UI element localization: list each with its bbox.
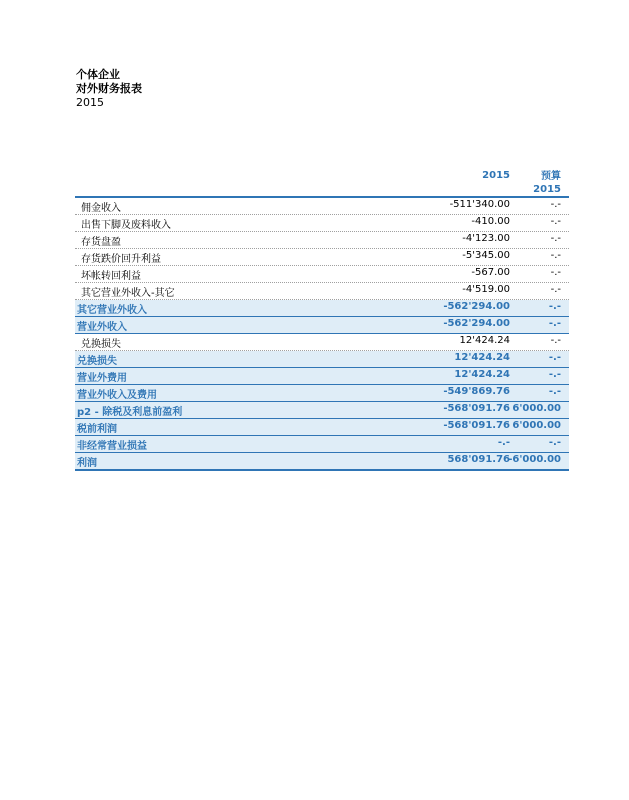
table-row	[75, 232, 569, 249]
value-budget: 6'000.00	[512, 403, 561, 414]
row-label: p2 - 除税及利息前盈利	[77, 407, 183, 418]
row-label: 非经常营业损益	[77, 441, 147, 452]
value-2015: 568'091.76	[447, 454, 510, 465]
value-2015: -5'345.00	[462, 250, 510, 261]
subtotal-row	[75, 385, 569, 402]
row-label: 利润	[77, 458, 97, 469]
subtotal-row	[75, 317, 569, 334]
report-header	[76, 68, 142, 110]
value-budget: -.-	[550, 233, 561, 244]
value-budget: -.-	[548, 386, 561, 397]
value-2015: -568'091.76	[443, 420, 510, 431]
column-headers	[75, 168, 569, 196]
value-2015: -562'294.00	[443, 318, 510, 329]
table-row	[75, 334, 569, 351]
value-budget: -.-	[548, 318, 561, 329]
value-2015: -568'091.76	[443, 403, 510, 414]
row-label: 佣金收入	[81, 203, 121, 214]
value-2015: -4'123.00	[462, 233, 510, 244]
table-row	[75, 266, 569, 283]
table-row	[75, 215, 569, 232]
value-2015: -4'519.00	[462, 284, 510, 295]
budget-label: 预算	[541, 171, 561, 182]
value-2015: -410.00	[471, 216, 510, 227]
value-budget: -.-	[550, 216, 561, 227]
subtotal-row	[75, 368, 569, 385]
report-year: 2015	[76, 96, 104, 109]
row-label: 其它营业外收入	[77, 305, 147, 316]
budget-year: 2015	[533, 184, 561, 195]
value-2015: 12'424.24	[459, 335, 510, 346]
value-budget: -6'000.00	[508, 454, 561, 465]
company-name: 个体企业	[76, 68, 120, 81]
column-header-budget	[533, 170, 561, 196]
value-2015: -567.00	[471, 267, 510, 278]
table-row	[75, 249, 569, 266]
subtotal-row	[75, 453, 569, 471]
value-2015: -511'340.00	[449, 199, 510, 210]
value-2015: 12'424.24	[454, 369, 510, 380]
value-budget: -.-	[550, 267, 561, 278]
column-header-year: 2015	[482, 170, 510, 181]
value-budget: -.-	[550, 284, 561, 295]
subtotal-row	[75, 436, 569, 453]
subtotal-row	[75, 419, 569, 436]
table-row	[75, 283, 569, 300]
row-label: 其它营业外收入-其它	[81, 288, 175, 299]
report-title: 对外财务报表	[76, 82, 142, 95]
row-label: 营业外收入	[77, 322, 127, 333]
row-label: 兑换损失	[81, 339, 121, 350]
row-label: 坏帐转回利益	[81, 271, 141, 282]
row-label: 营业外费用	[77, 373, 127, 384]
value-budget: -.-	[550, 250, 561, 261]
row-label: 兑换损失	[77, 356, 117, 367]
value-2015: -562'294.00	[443, 301, 510, 312]
row-label: 存货盘盈	[81, 237, 121, 248]
value-budget: -.-	[550, 335, 561, 346]
value-2015: 12'424.24	[454, 352, 510, 363]
value-budget: -.-	[550, 199, 561, 210]
subtotal-row	[75, 351, 569, 368]
value-2015: -.-	[497, 437, 510, 448]
row-label: 营业外收入及费用	[77, 390, 157, 401]
subtotal-row	[75, 402, 569, 419]
row-label: 税前利润	[77, 424, 117, 435]
value-budget: -.-	[548, 369, 561, 380]
value-budget: -.-	[548, 352, 561, 363]
table-body	[75, 198, 569, 471]
row-label: 存货跌价回升利益	[81, 254, 161, 265]
table-row	[75, 198, 569, 215]
value-budget: -.-	[548, 301, 561, 312]
subtotal-row	[75, 300, 569, 317]
row-label: 出售下脚及废料收入	[81, 220, 171, 231]
financial-table	[75, 168, 569, 471]
value-2015: -549'869.76	[443, 386, 510, 397]
value-budget: -.-	[548, 437, 561, 448]
value-budget: 6'000.00	[512, 420, 561, 431]
